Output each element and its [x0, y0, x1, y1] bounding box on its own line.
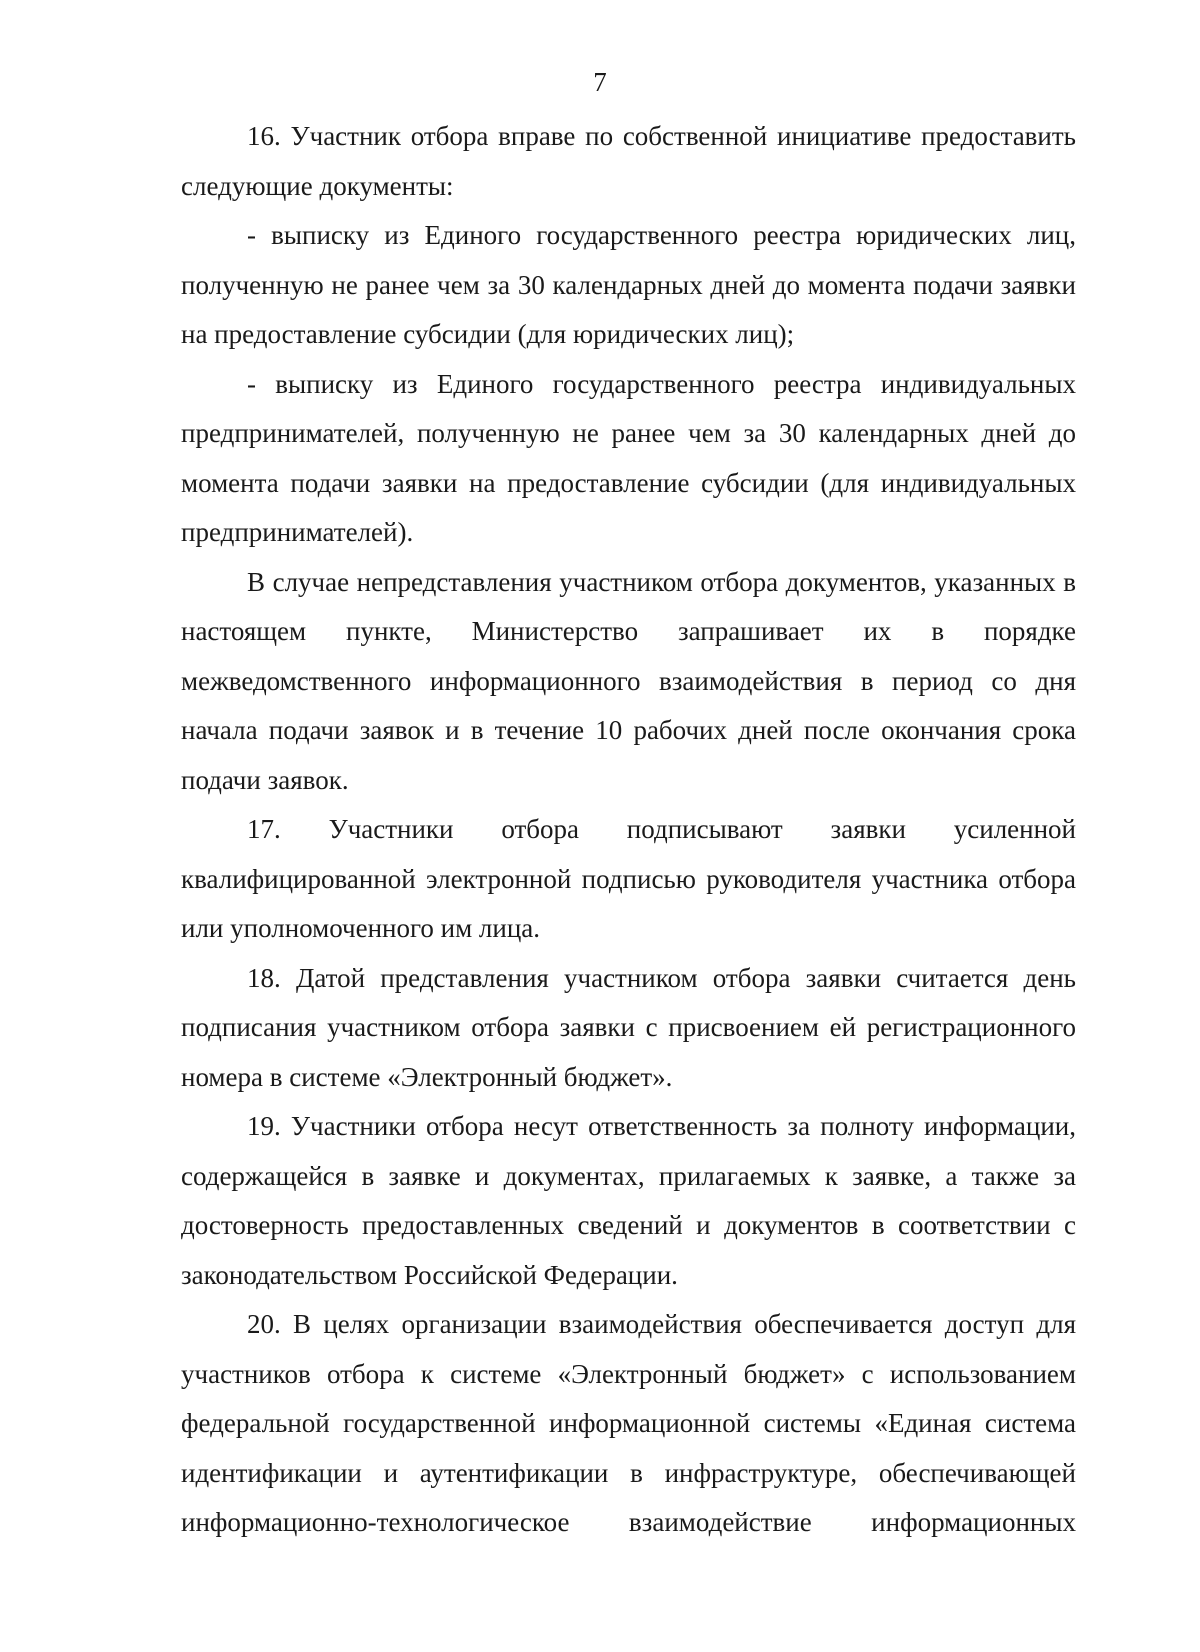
paragraph-16-item-legal-entities: - выписку из Единого государственного реестра юридических лиц, полученную не ранее чем за 30 календарных дней до момента подачи заявки на предоставление субсидии (для юридических лиц); — [181, 220, 1076, 349]
page-number: 7 — [593, 67, 607, 97]
paragraph-19: 19. Участники отбора несут ответственность за полноту информации, содержащейся в заявке и документах, прилагаемых к заявке, а также за достоверность предоставленных сведений и документов в соответствии с законодательством Российской Федерации. — [181, 1111, 1076, 1290]
paragraph-18: 18. Датой представления участником отбора заявки считается день подписания участником отбора заявки с присвоением ей регистрационного номера в системе «Электронный бюджет». — [181, 962, 1076, 1092]
paragraph-16-item-entrepreneurs: - выписку из Единого государственного реестра индивидуальных предпринимателей, полученную не ранее чем за 30 календарных дней до момента подачи заявки на предоставление субсидии (для индивидуальных предпринимателей). — [181, 368, 1076, 547]
paragraph-16: 16. Участник отбора вправе по собственной инициативе предоставить следующие документы: — [181, 121, 1076, 201]
paragraph-20: 20. В целях организации взаимодействия обеспечивается доступ для участников отбора к системе «Электронный бюджет» с использованием федеральной государственной информационной системы «Единая система идентификации и аутентификации в инфраструктуре, обеспечивающей информационно-технологическое взаимодействие информационных — [181, 1309, 1076, 1537]
paragraph-16-non-submission: В случае непредставления участником отбора документов, указанных в настоящем пункте, Министерство запрашивает их в порядке межведомственного информационного взаимодействия в период со дня начала подачи заявок и в течение 10 рабочих дней после окончания срока подачи заявок. — [181, 566, 1076, 795]
document-body — [181, 112, 1076, 1548]
paragraph-17: 17. Участники отбора подписывают заявки усиленной квалифицированной электронной подписью руководителя участника отбора или уполномоченного им лица. — [181, 814, 1076, 943]
